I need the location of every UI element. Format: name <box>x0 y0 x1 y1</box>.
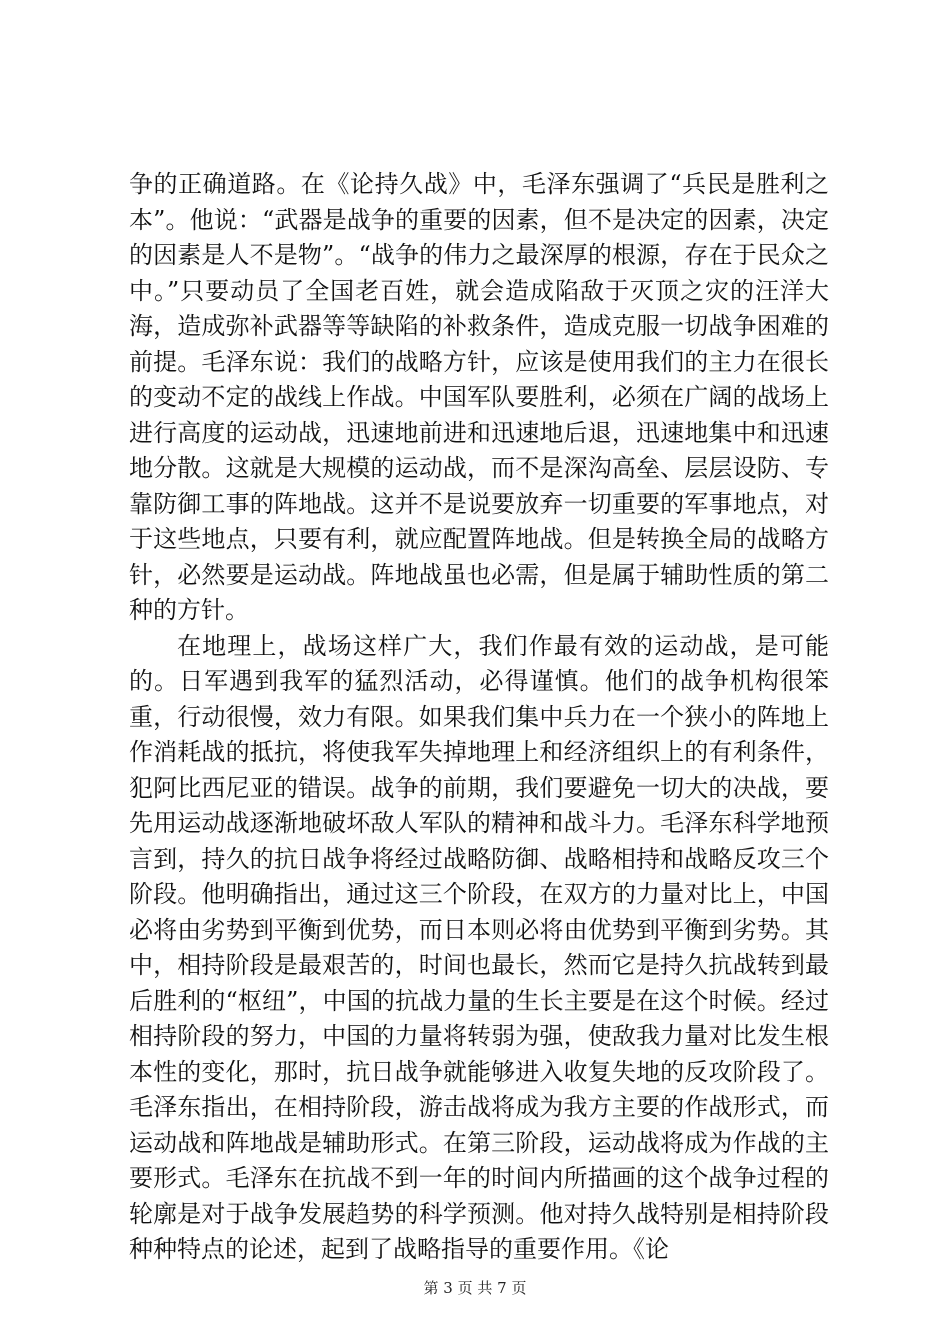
page-footer: 第 3 页 共 7 页 <box>423 1279 527 1297</box>
paragraph: 在地理上，战场这样广大，我们作最有效的运动战，是可能的。日军遇到我军的猛烈活动，必得谨慎。他们的战争机构很笨重，行动很慢，效力有限。如果我们集中兵力在一个狭小的阵地上作消耗战的抵抗，将使我军失掉地理上和经济组织上的有利条件，犯阿比西尼亚的错误。战争的前期，我们要避免一切大的决战，要先用运动战逐渐地破坏敌人军队的精神和战斗力。毛泽东科学地预言到，持久的抗日战争将经过战略防御、战略相持和战略反攻三个阶段。他明确指出，通过这三个阶段，在双方的力量对比上，中国必将由劣势到平衡到优势，而日本则必将由优势到平衡到劣势。其中，相持阶段是最艰苦的，时间也最长，然而它是持久抗战转到最后胜利的“枢纽”，中国的抗战力量的生长主要是在这个时候。经过相持阶段的努力，中国的力量将转弱为强，使敌我力量对比发生根本性的变化，那时，抗日战争就能够进入收复失地的反攻阶段了。毛泽东指出，在相持阶段，游击战将成为我方主要的作战形式，而运动战和阵地战是辅助形式。在第三阶段，运动战将成为作战的主要形式。毛泽东在抗战不到一年的时间内所描画的这个战争过程的轮廓是对于战争发展趋势的科学预测。他对持久战特别是相持阶段种种特点的论述，起到了战略指导的重要作用。《论 <box>129 631 829 1263</box>
document-body <box>129 167 829 1268</box>
paragraph-continued: 争的正确道路。在《论持久战》中，毛泽东强调了“兵民是胜利之本”。他说：“武器是战争的重要的因素，但不是决定的因素，决定的因素是人不是物”。“战争的伟力之最深厚的根源，存在于民众之中。”只要动员了全国老百姓，就会造成陷敌于灭顶之灾的汪洋大海，造成弥补武器等等缺陷的补救条件，造成克服一切战争困难的前提。毛泽东说：我们的战略方针，应该是使用我们的主力在很长的变动不定的战线上作战。中国军队要胜利，必须在广阔的战场上进行高度的运动战，迅速地前进和迅速地后退，迅速地集中和迅速地分散。这就是大规模的运动战，而不是深沟高垒、层层设防、专靠防御工事的阵地战。这并不是说要放弃一切重要的军事地点，对于这些地点，只要有利，就应配置阵地战。但是转换全局的战略方针，必然要是运动战。阵地战虽也必需，但是属于辅助性质的第二种的方针。 <box>129 170 829 624</box>
